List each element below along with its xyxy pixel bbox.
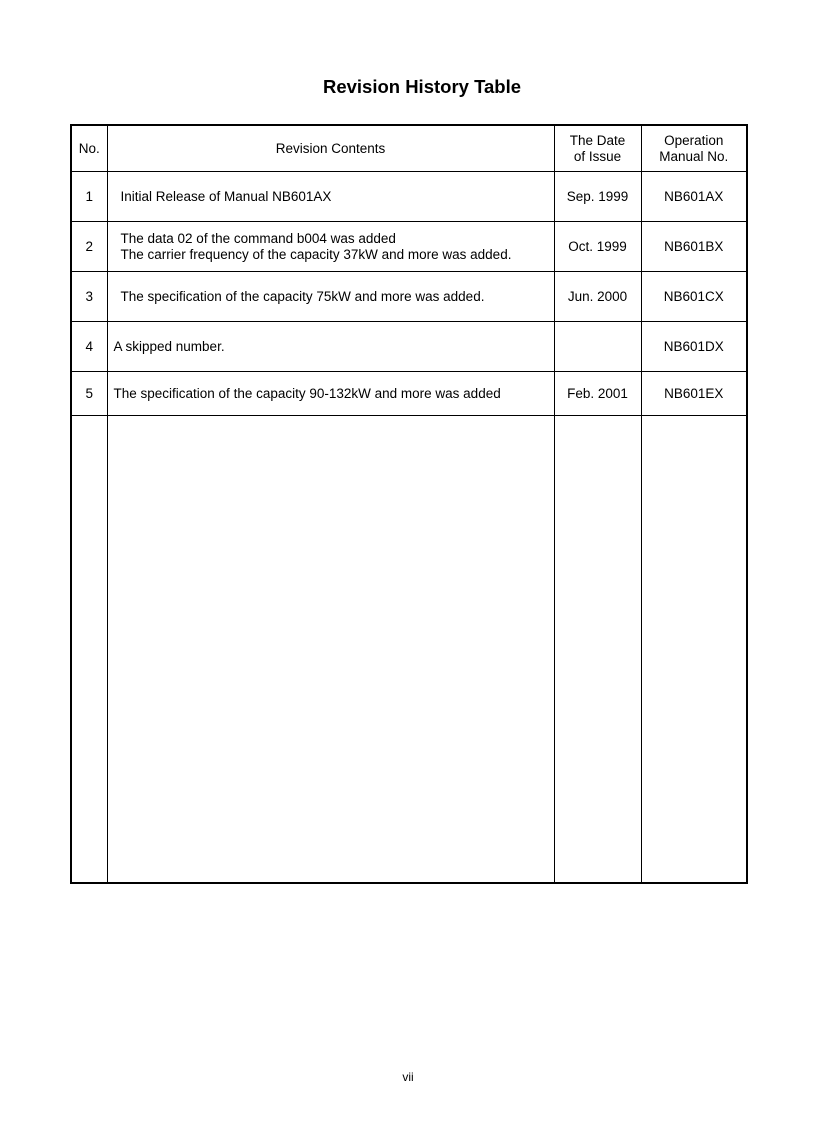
revision-contents — [107, 372, 554, 416]
table-header-row — [71, 125, 747, 172]
date-of-issue: Oct. 1999 — [554, 222, 641, 272]
header-date-line-2: of Issue — [573, 148, 622, 164]
revision-number: 3 — [71, 272, 107, 322]
revision-contents-line: The specification of the capacity 90-132kW and more was added — [113, 385, 501, 401]
revision-contents-line: The data 02 of the command b004 was added — [120, 230, 396, 246]
table-row — [71, 172, 747, 222]
empty-cell — [554, 416, 641, 884]
header-date-line-1: The Date — [569, 132, 626, 148]
revision-contents-line: A skipped number. — [113, 338, 225, 354]
date-of-issue — [554, 322, 641, 372]
operation-manual-no: NB601AX — [641, 172, 747, 222]
empty-cell — [107, 416, 554, 884]
revision-contents-line: Initial Release of Manual NB601AX — [120, 188, 332, 204]
table-row — [71, 272, 747, 322]
header-date-of-issue — [554, 125, 641, 172]
table-row — [71, 322, 747, 372]
operation-manual-no: NB601CX — [641, 272, 747, 322]
date-of-issue: Jun. 2000 — [554, 272, 641, 322]
table-row — [71, 222, 747, 272]
header-revision-contents: Revision Contents — [107, 125, 554, 172]
page-number: vii — [402, 1070, 414, 1084]
header-manual-line-1: Operation — [664, 132, 724, 148]
revision-number: 2 — [71, 222, 107, 272]
revision-number: 5 — [71, 372, 107, 416]
date-of-issue: Feb. 2001 — [554, 372, 641, 416]
revision-contents — [107, 322, 554, 372]
empty-cell — [71, 416, 107, 884]
operation-manual-no: NB601DX — [641, 322, 747, 372]
operation-manual-no: NB601EX — [641, 372, 747, 416]
empty-table-row — [71, 416, 747, 884]
header-operation-manual-no — [641, 125, 747, 172]
revision-contents — [107, 272, 554, 322]
date-of-issue: Sep. 1999 — [554, 172, 641, 222]
revision-contents-line: The specification of the capacity 75kW and more was added. — [120, 288, 485, 304]
revision-number: 4 — [71, 322, 107, 372]
operation-manual-no: NB601BX — [641, 222, 747, 272]
page-title: Revision History Table — [322, 76, 522, 97]
revision-contents — [107, 222, 554, 272]
empty-cell — [641, 416, 747, 884]
revision-contents-line: The carrier frequency of the capacity 37kW and more was added. — [120, 246, 512, 262]
revision-contents — [107, 172, 554, 222]
header-manual-line-2: Manual No. — [659, 148, 729, 164]
table-row — [71, 372, 747, 416]
revision-number: 1 — [71, 172, 107, 222]
header-no: No. — [71, 125, 107, 172]
revision-history-table — [70, 124, 748, 884]
